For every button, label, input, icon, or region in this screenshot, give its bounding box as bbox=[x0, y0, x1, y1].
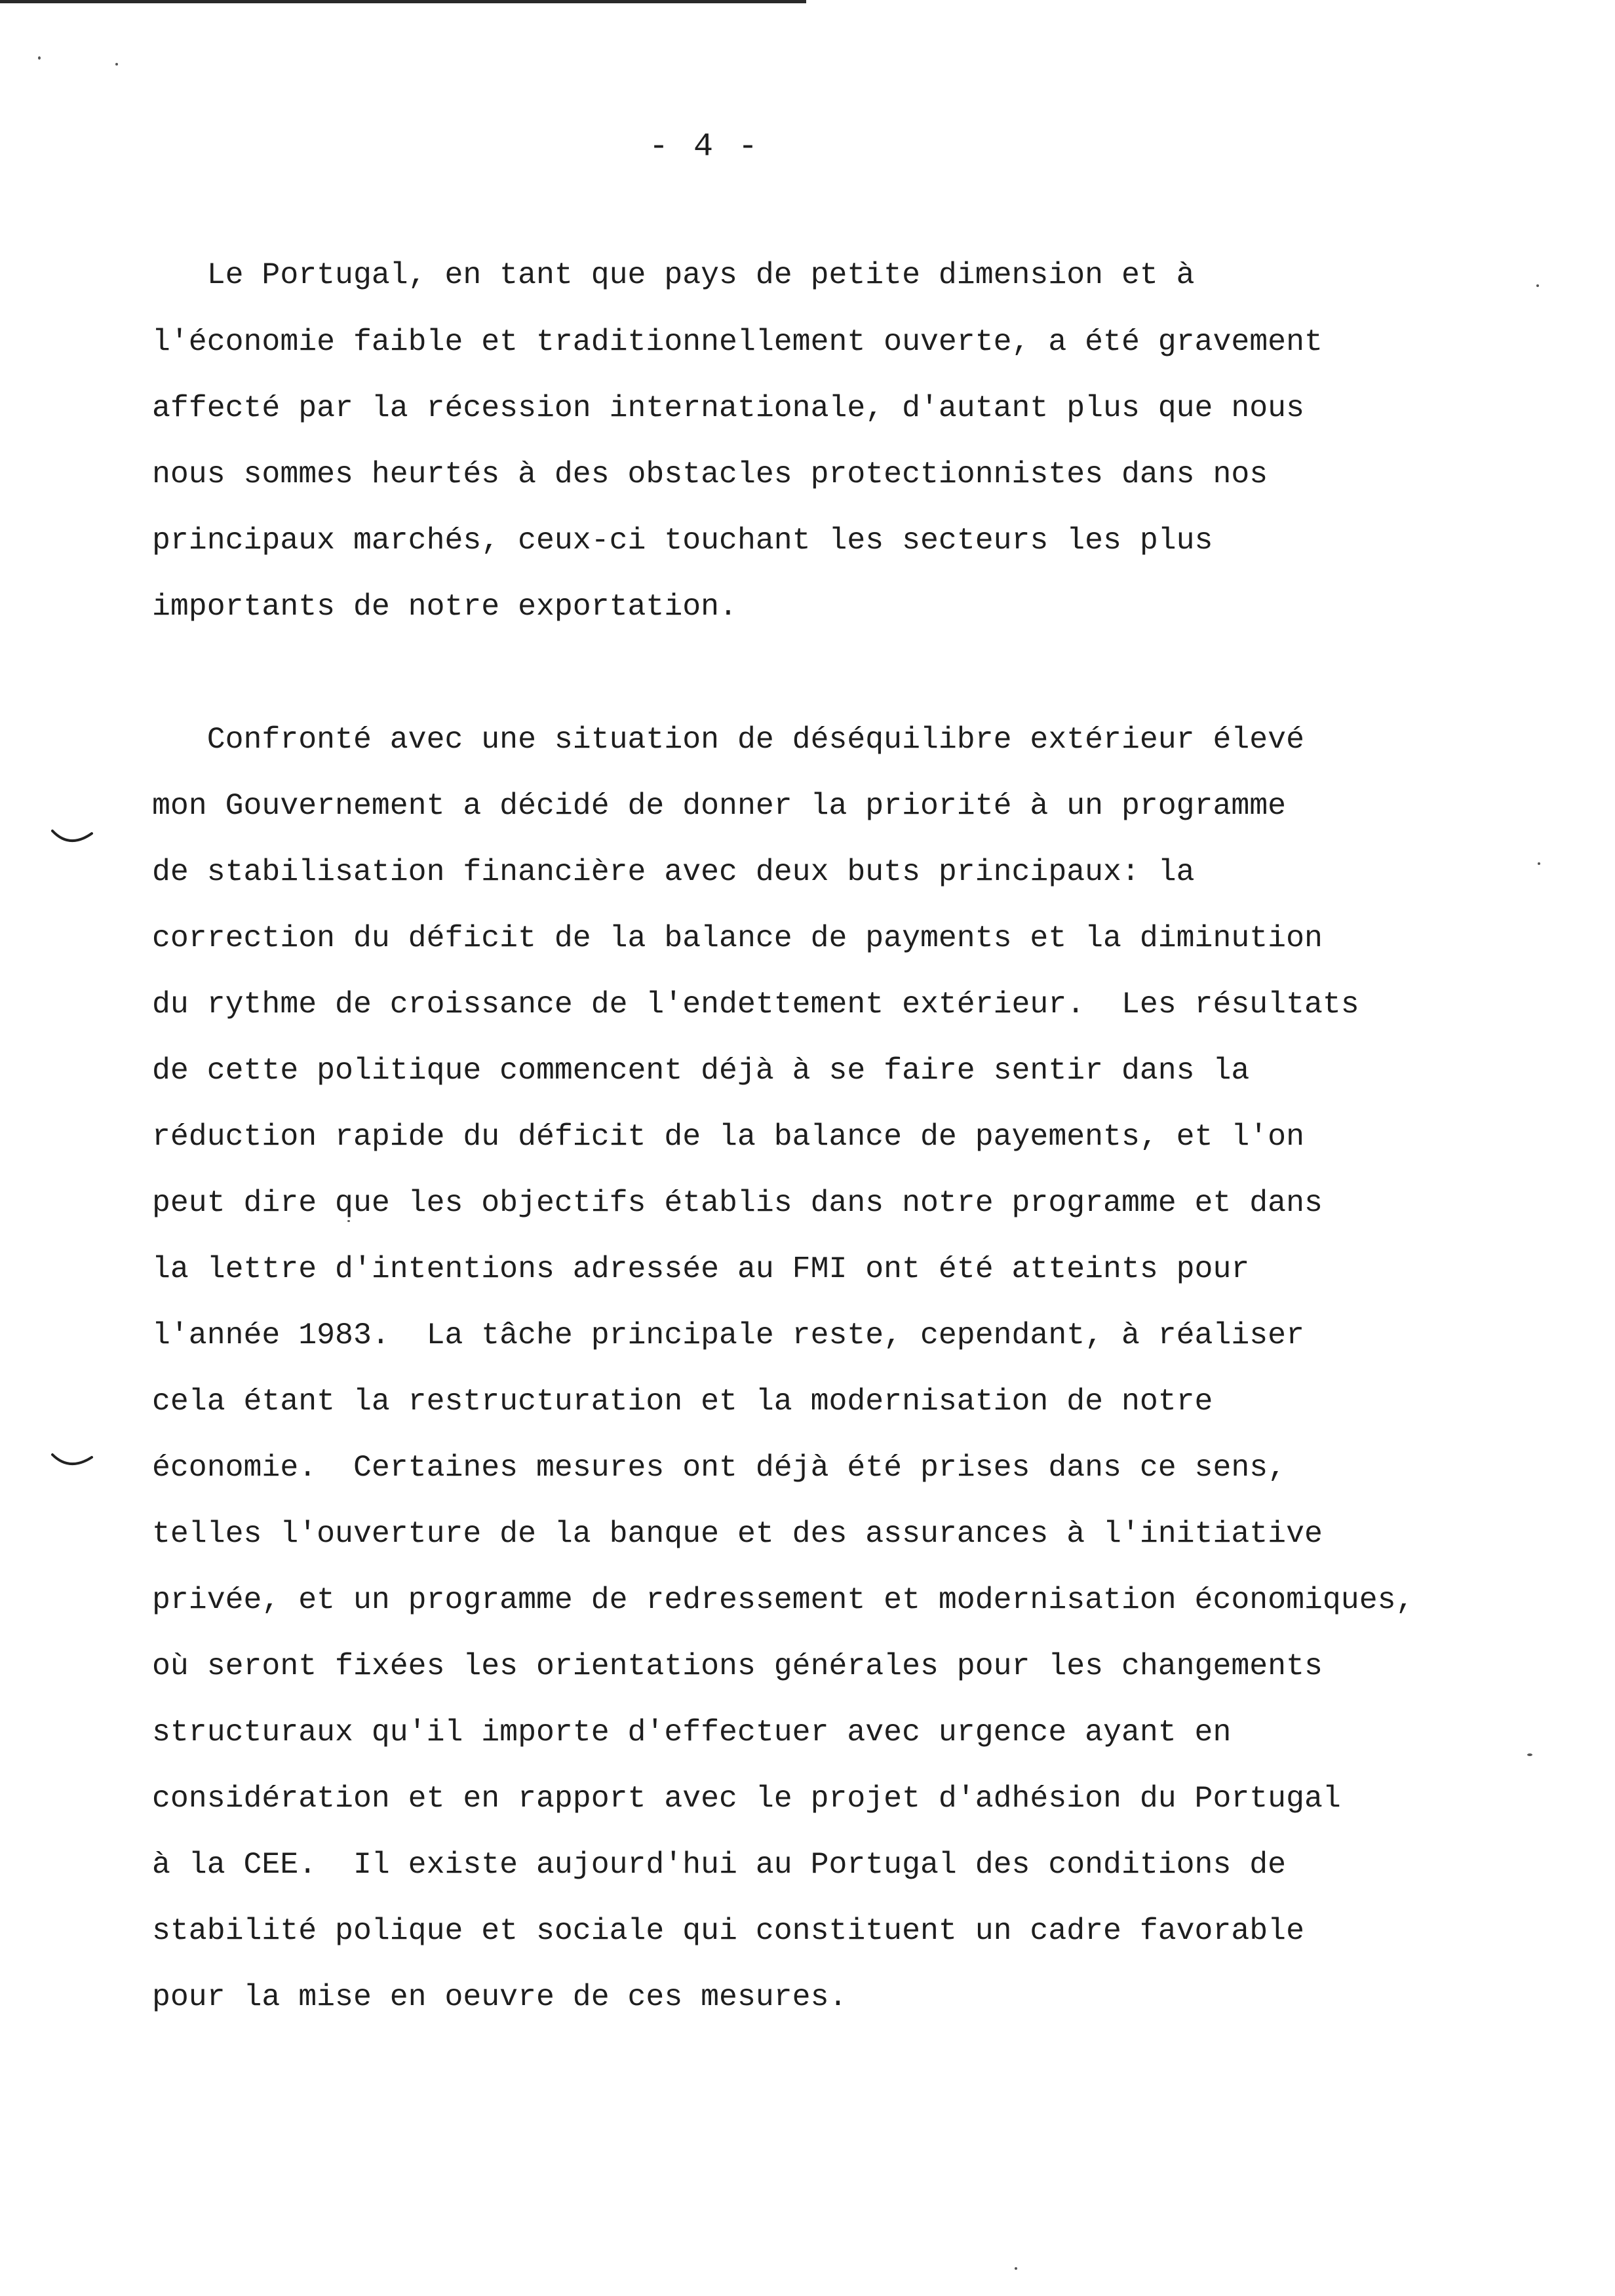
text-line: du rythme de croissance de l'endettement extérieur. Les résultats bbox=[152, 987, 1359, 1022]
text-line: de cette politique commencent déjà à se faire sentir dans la bbox=[152, 1053, 1250, 1088]
text-line: affecté par la récession internationale, d'autant plus que nous bbox=[152, 391, 1304, 425]
scan-speck bbox=[347, 1220, 350, 1222]
text-line: l'économie faible et traditionnellement ouverte, a été gravement bbox=[152, 324, 1323, 359]
text-line: à la CEE. Il existe aujourd'hui au Portugal des conditions de bbox=[152, 1847, 1287, 1882]
text-line: pour la mise en oeuvre de ces mesures. bbox=[152, 1980, 847, 2014]
text-line: importants de notre exportation. bbox=[152, 589, 737, 624]
text-line: privée, et un programme de redressement et modernisation économiques, bbox=[152, 1582, 1414, 1617]
text-line: de stabilisation financière avec deux buts principaux: la bbox=[152, 854, 1195, 889]
text-line: l'année 1983. La tâche principale reste, cependant, à réaliser bbox=[152, 1318, 1304, 1352]
text-line: considération et en rapport avec le projet d'adhésion du Portugal bbox=[152, 1781, 1341, 1816]
text-line: économie. Certaines mesures ont déjà été prises dans ce sens, bbox=[152, 1450, 1287, 1485]
scan-speck bbox=[38, 56, 41, 60]
text-line: cela étant la restructuration et la modernisation de notre bbox=[152, 1384, 1213, 1419]
page-number: - 4 - bbox=[648, 128, 761, 166]
scan-speck bbox=[1527, 1753, 1532, 1756]
text-line: structuraux qu'il importe d'effectuer avec urgence ayant en bbox=[152, 1715, 1232, 1750]
text-line: telles l'ouverture de la banque et des assurances à l'initiative bbox=[152, 1516, 1323, 1551]
text-line: stabilité polique et sociale qui constituent un cadre favorable bbox=[152, 1913, 1304, 1948]
margin-check-mark bbox=[50, 827, 96, 849]
text-line: principaux marchés, ceux-ci touchant les secteurs les plus bbox=[152, 523, 1213, 558]
scan-top-border bbox=[0, 0, 806, 3]
text-line: Le Portugal, en tant que pays de petite dimension et à bbox=[152, 258, 1195, 292]
text-line: mon Gouvernement a décidé de donner la priorité à un programme bbox=[152, 788, 1287, 823]
text-line: réduction rapide du déficit de la balance de payements, et l'on bbox=[152, 1119, 1304, 1154]
text-line: la lettre d'intentions adressée au FMI ont été atteints pour bbox=[152, 1252, 1250, 1286]
scan-speck bbox=[1015, 2267, 1017, 2270]
text-line: Confronté avec une situation de déséquilibre extérieur élevé bbox=[152, 722, 1304, 757]
margin-check-mark bbox=[50, 1451, 96, 1473]
scan-speck bbox=[1536, 284, 1539, 287]
text-line: peut dire que les objectifs établis dans notre programme et dans bbox=[152, 1185, 1323, 1220]
text-line: où seront fixées les orientations générales pour les changements bbox=[152, 1649, 1323, 1683]
scan-speck bbox=[115, 63, 118, 66]
text-line: correction du déficit de la balance de payments et la diminution bbox=[152, 921, 1323, 955]
text-line: nous sommes heurtés à des obstacles protectionnistes dans nos bbox=[152, 457, 1268, 491]
scan-speck bbox=[1538, 862, 1540, 865]
